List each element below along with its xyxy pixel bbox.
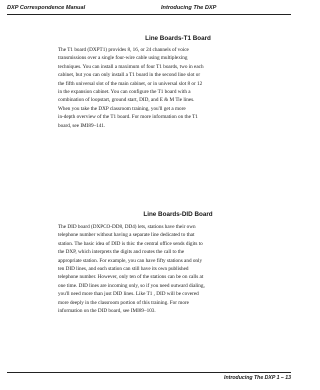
body-line: The T1 board (DXPT1) provides 8, 16, or 24 channels of voice xyxy=(58,47,189,53)
body-line: more deeply in the classroom portion of this training. For more xyxy=(58,299,189,306)
body-line: in-depth overview of the T1 board. For more information on the T1 xyxy=(58,114,198,121)
body-line: telephone number without having a separate line dedicated to that xyxy=(58,232,195,239)
body-line: the DXP, which interprets the digits and routes the call to the xyxy=(58,249,185,256)
body-line: ten DID lines, and each station can still have its own published xyxy=(58,266,189,273)
body-line: When you take the DXP classroom training, you'll get a more xyxy=(58,105,186,112)
body-line: in the expansion cabinet. You can configure the T1 board with a xyxy=(58,89,191,96)
footer-rule xyxy=(7,372,291,373)
section-title-did-board: Line Boards-DID Board xyxy=(143,211,213,218)
body-line: station. The basic idea of DID is this: the central office sends digits to xyxy=(58,240,203,247)
body-line: The DID board (DXPCO-DD8, DD4) lets, stations have their own xyxy=(58,224,196,230)
body-line: techniques. You can install a maximum of four T1 boards, two in each xyxy=(58,63,204,70)
section-body-did-board xyxy=(58,223,290,315)
body-line: transmissions over a single four-wire cable using multiplexing xyxy=(58,55,188,62)
chapter-title: Introducing The DXP xyxy=(161,5,217,11)
section-title-t1-board: Line Boards-T1 Board xyxy=(145,35,211,42)
header-rule xyxy=(7,14,291,15)
body-line: appropriate station. For example, you can have fifty stations and only xyxy=(58,257,203,264)
page-header xyxy=(0,4,300,13)
body-line: combination of loopstart, ground start, DID, and E & M Tie lines. xyxy=(58,97,195,104)
body-line: board, see IMI89–141. xyxy=(58,122,106,129)
manual-title: DXP Correspondence Manual xyxy=(7,5,86,11)
section-body-t1-board xyxy=(58,46,290,130)
body-line: telephone number. However, only ten of the stations can be on calls at xyxy=(58,274,204,281)
body-line: you'll need more than just DID lines. Like T1 , DID will be covered xyxy=(58,291,199,298)
footer-page-label: Introducing The DXP 1 – 13 xyxy=(224,375,291,381)
body-line: information on the DID board, see IMI89–103. xyxy=(58,308,156,315)
body-line: cabinet, but you can only install a T1 board in the second line slot or xyxy=(58,72,201,79)
body-line: one time. DID lines are incoming only, so if you need outward dialing, xyxy=(58,282,205,289)
body-line: the fifth universal slot of the main cabinet, or in universal slot 8 or 12 xyxy=(58,80,203,87)
page-footer xyxy=(0,372,300,384)
